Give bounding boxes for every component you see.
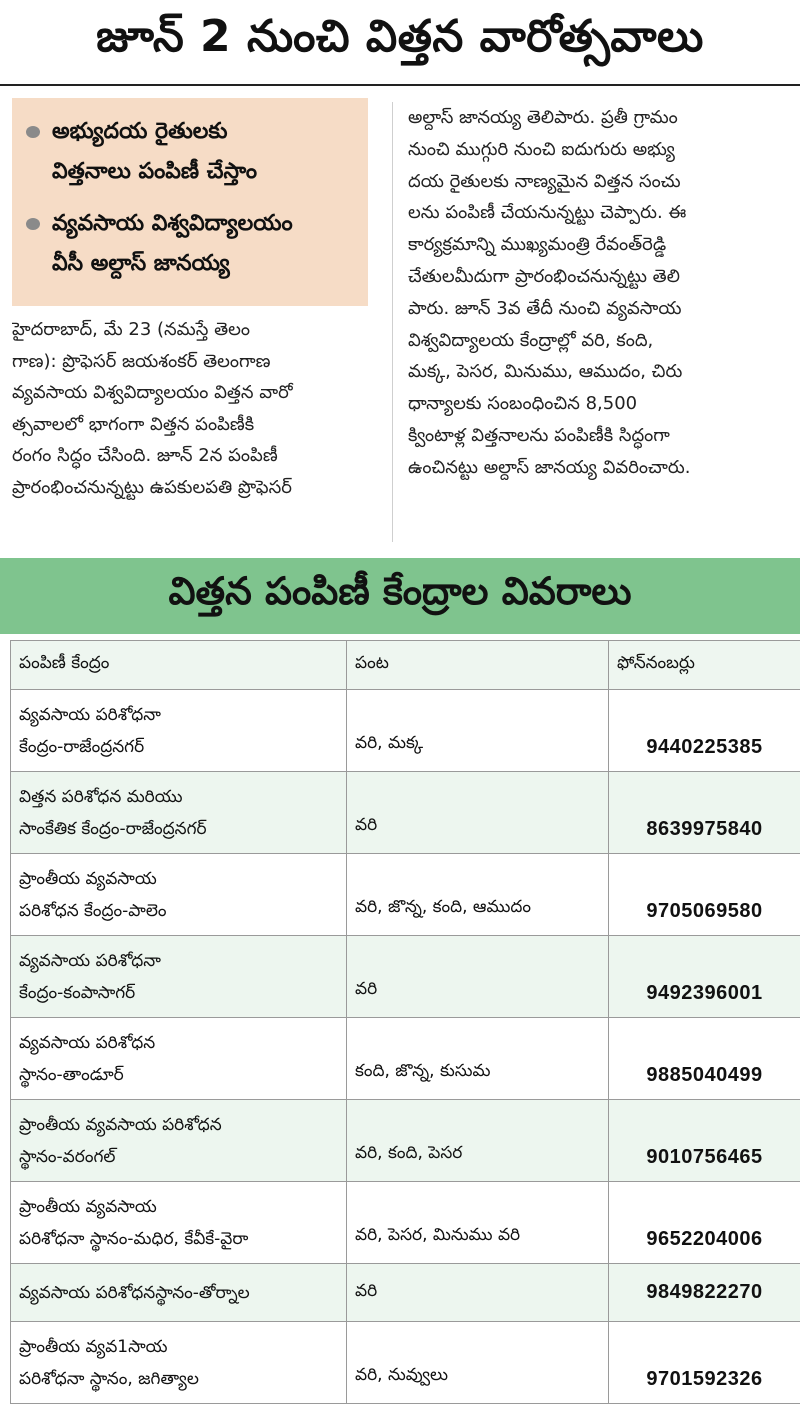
article-line: హైదరాబాద్, మే 23 (నమస్తే తెలం xyxy=(12,319,250,340)
table-row xyxy=(11,1322,800,1404)
article-line: పారు. జూన్ 3వ తేదీ నుంచి వ్యవసాయ xyxy=(408,297,682,319)
center-name: ప్రాంతీయ వ్యవసాయ పరిశోధన కేంద్రం-పాలెం xyxy=(11,854,347,936)
article-line: ధాన్యాలకు సంబంధించిన 8,500 xyxy=(408,393,638,415)
phone-cell: 9701592326 xyxy=(609,1322,800,1404)
headline: జూన్ 2 నుంచి విత్తన వారోత్సవాలు xyxy=(0,0,800,86)
article-line: విశ్వవిద్యాలయ కేంద్రాల్లో వరి, కంది, xyxy=(408,329,654,351)
center-name: వ్యవసాయ పరిశోధనా కేంద్రం-రాజేంద్రనగర్ xyxy=(11,690,347,772)
article-line: అల్దాస్ జానయ్య తెలిపారు. ప్రతీ గ్రామం xyxy=(408,107,678,128)
article-line: ప్రారంభించనున్నట్టు ఉపకులపతి ప్రొఫెసర్ xyxy=(12,476,292,498)
article-line: వ్యవసాయ విశ్వవిద్యాలయం విత్తన వారో xyxy=(12,382,293,403)
center-name: ప్రాంతీయ వ్యవ1సాయ పరిశోధనా స్థానం, జగిత్యాల xyxy=(11,1322,347,1404)
table-row xyxy=(11,1182,800,1264)
article-line: కార్యక్రమాన్ని ముఖ్యమంత్రి రేవంత్‌రెడ్డి xyxy=(408,234,667,256)
article-line: గాణ): ప్రొఫెసర్ జయశంకర్ తెలంగాణ xyxy=(12,350,271,372)
article-line: లను పంపిణీ చేయనున్నట్టు చెప్పారు. ఈ xyxy=(408,202,687,224)
crop-cell: వరి, మక్క xyxy=(347,690,609,772)
bullet-icon xyxy=(26,218,40,230)
article-column-right xyxy=(408,102,788,484)
article-line: చేతులమీదుగా ప్రారంభించనున్నట్టు తెలి xyxy=(408,265,680,287)
column-header-crop: పంట xyxy=(347,641,609,690)
article xyxy=(0,92,800,554)
table-banner: విత్తన పంపిణీ కేంద్రాల వివరాలు xyxy=(0,558,800,634)
bullet-icon xyxy=(26,126,40,138)
article-line: మక్క, పెసర, మినుము, ఆముదం, చిరు xyxy=(408,361,683,383)
article-line: రంగం సిద్ధం చేసింది. జూన్ 2న పంపిణీ xyxy=(12,445,278,466)
crop-cell: వరి, జొన్న, కంది, ఆముదం xyxy=(347,854,609,936)
crop-cell: వరి, కంది, పెసర xyxy=(347,1100,609,1182)
phone-cell: 9885040499 xyxy=(609,1018,800,1100)
highlight-line: వీసీ అల్దాస్ జానయ్య xyxy=(52,251,230,276)
article-line: త్సవాలలో భాగంగా విత్తన పంపిణీకి xyxy=(12,413,255,435)
center-name: ప్రాంతీయ వ్యవసాయ పరిశోధన స్థానం-వరంగల్ xyxy=(11,1100,347,1182)
column-header-center: పంపిణీ కేంద్రం xyxy=(11,641,347,690)
article-column-left xyxy=(12,314,382,503)
highlight-line: విత్తనాలు పంపిణీ చేస్తాం xyxy=(52,159,258,184)
phone-cell: 9010756465 xyxy=(609,1100,800,1182)
highlights-box xyxy=(12,98,368,306)
center-name: వ్యవసాయ పరిశోధనస్థానం-తోర్నాల xyxy=(11,1264,347,1322)
phone-cell: 9705069580 xyxy=(609,854,800,936)
table-header-row xyxy=(11,641,800,690)
center-name: విత్తన పరిశోధన మరియు సాంకేతిక కేంద్రం-రాజేంద్రనగర్ xyxy=(11,772,347,854)
table-row xyxy=(11,772,800,854)
table-row xyxy=(11,936,800,1018)
table-row xyxy=(11,1100,800,1182)
article-line: దయ రైతులకు నాణ్యమైన విత్తన సంచు xyxy=(408,170,681,192)
phone-cell: 9849822270 xyxy=(609,1264,800,1322)
crop-cell: వరి xyxy=(347,1264,609,1322)
table-row xyxy=(11,690,800,772)
article-line: నుంచి ముగ్గురి నుంచి ఐదుగురు అభ్యు xyxy=(408,138,675,160)
phone-cell: 8639975840 xyxy=(609,772,800,854)
article-line: ఉంచినట్టు అల్దాస్ జానయ్య వివరించారు. xyxy=(408,456,691,478)
crop-cell: వరి xyxy=(347,772,609,854)
phone-cell: 9492396001 xyxy=(609,936,800,1018)
crop-cell: వరి, నువ్వులు xyxy=(347,1322,609,1404)
phone-cell: 9652204006 xyxy=(609,1182,800,1264)
highlight-line: అభ్యుదయ రైతులకు xyxy=(52,119,228,144)
crop-cell: వరి, పెసర, మినుము వరి xyxy=(347,1182,609,1264)
phone-cell: 9440225385 xyxy=(609,690,800,772)
center-name: వ్యవసాయ పరిశోధనా కేంద్రం-కంపాసాగర్ xyxy=(11,936,347,1018)
center-name: ప్రాంతీయ వ్యవసాయ పరిశోధనా స్థానం-మధిర, కేవీకే-వైరా xyxy=(11,1182,347,1264)
table-row xyxy=(11,1018,800,1100)
column-header-phone: ఫోన్‌నంబర్లు xyxy=(609,641,800,690)
article-line: క్వింటాళ్ల విత్తనాలను పంపిణీకి సిద్ధంగా xyxy=(408,424,670,446)
highlight-item xyxy=(26,112,354,192)
table-row xyxy=(11,1264,800,1322)
distribution-centers-table xyxy=(10,640,800,1404)
crop-cell: వరి xyxy=(347,936,609,1018)
center-name: వ్యవసాయ పరిశోధన స్థానం-తాండూర్ xyxy=(11,1018,347,1100)
highlight-line: వ్యవసాయ విశ్వవిద్యాలయం xyxy=(52,211,293,236)
crop-cell: కంది, జొన్న, కుసుమ xyxy=(347,1018,609,1100)
column-divider xyxy=(392,102,393,542)
table-row xyxy=(11,854,800,936)
highlight-item xyxy=(26,204,354,284)
